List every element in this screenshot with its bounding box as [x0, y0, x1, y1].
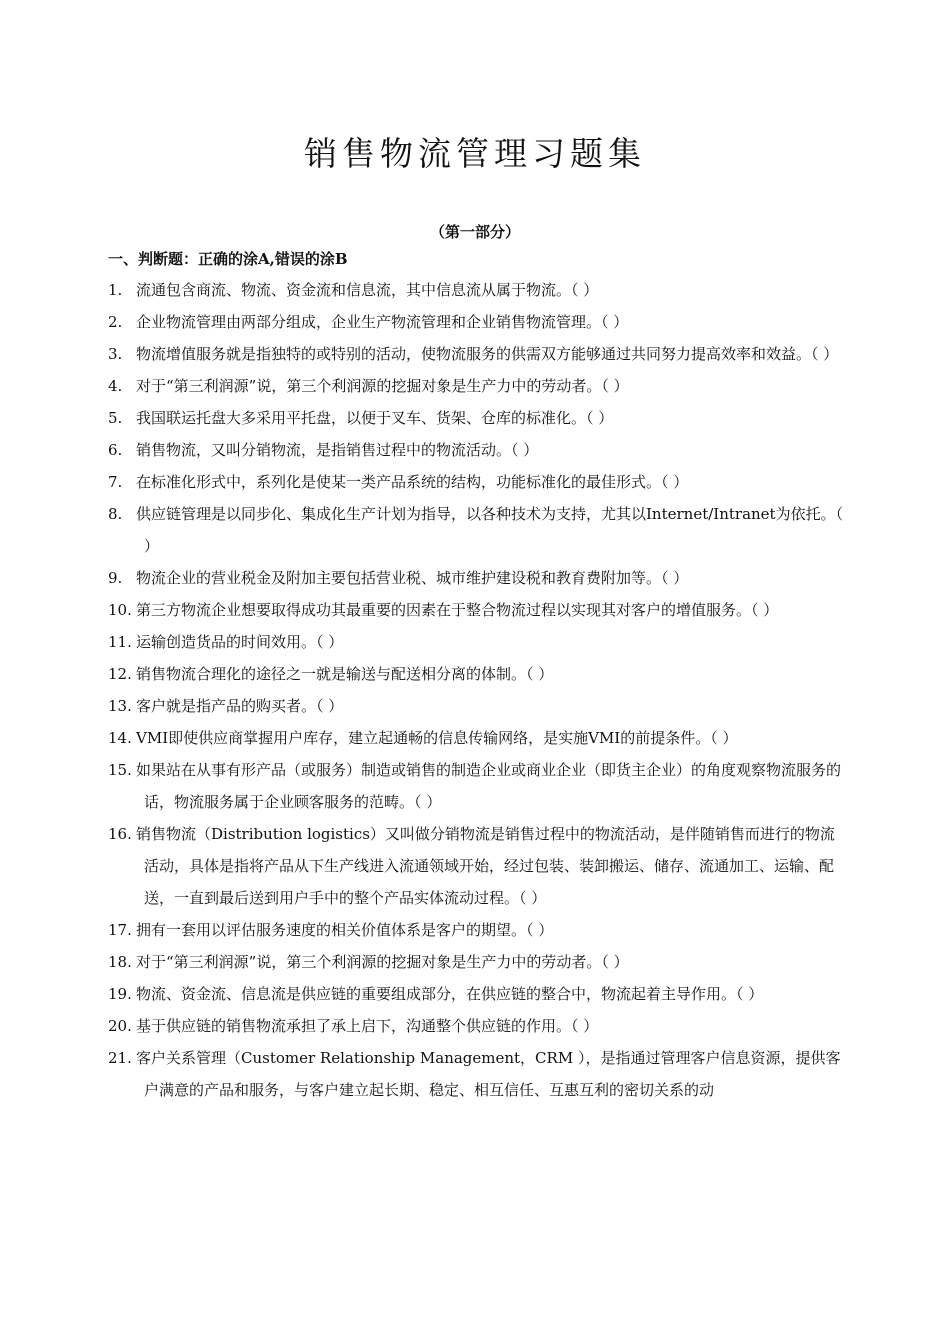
question-text: 客户关系管理（Customer Relationship Management，CRM ），是指通过管理客户信息资源，提供客户满意的产品和服务，与客户建立起长期、稳定、相互信任、互惠互利的密切关系的动	[136, 1049, 841, 1099]
question-text: 在标准化形式中，系列化是使某一类产品系统的结构，功能标准化的最佳形式。（ ）	[136, 473, 689, 491]
question-text: 我国联运托盘大多采用平托盘，以便于叉车、货架、仓库的标准化。（ ）	[136, 409, 614, 427]
question-number: 3.	[108, 345, 123, 363]
question-number: 20.	[108, 1017, 132, 1035]
question-item	[108, 754, 844, 818]
question-item	[108, 466, 844, 498]
question-text: 流通包含商流、物流、资金流和信息流，其中信息流从属于物流。（ ）	[136, 281, 599, 299]
question-number: 5.	[108, 409, 123, 427]
question-text: 第三方物流企业想要取得成功其最重要的因素在于整合物流过程以实现其对客户的增值服务。（ ）	[136, 601, 779, 619]
question-item	[108, 274, 844, 306]
question-item	[108, 946, 844, 978]
question-item	[108, 594, 844, 626]
question-number: 7.	[108, 473, 123, 491]
document-title: 销售物流管理习题集	[304, 134, 646, 173]
part-label: （第一部分）	[429, 223, 520, 241]
question-number: 18.	[108, 953, 132, 971]
question-number: 6.	[108, 441, 123, 459]
question-item	[108, 306, 844, 338]
question-item	[108, 626, 844, 658]
question-text: 运输创造货品的时间效用。（ ）	[136, 633, 344, 651]
question-item	[108, 338, 844, 370]
question-number: 12.	[108, 665, 132, 683]
question-list	[108, 274, 844, 1106]
question-number: 15.	[108, 761, 132, 779]
question-text: 客户就是指产品的购买者。（ ）	[136, 697, 344, 715]
question-number: 8.	[108, 505, 123, 523]
question-text: 供应链管理是以同步化、集成化生产计划为指导，以各种技术为支持，尤其以Internet/Intranet为依托。（ ）	[136, 505, 844, 555]
question-item	[108, 434, 844, 466]
question-text: 企业物流管理由两部分组成，企业生产物流管理和企业销售物流管理。（ ）	[136, 313, 629, 331]
question-number: 16.	[108, 825, 132, 843]
question-item	[108, 722, 844, 754]
question-text: 拥有一套用以评估服务速度的相关价值体系是客户的期望。（ ）	[136, 921, 554, 939]
question-number: 14.	[108, 729, 132, 747]
question-item	[108, 498, 844, 562]
question-text: 物流增值服务就是指独特的或特别的活动，使物流服务的供需双方能够通过共同努力提高效率和效益。（ ）	[136, 345, 839, 363]
question-number: 17.	[108, 921, 132, 939]
question-number: 1.	[108, 281, 123, 299]
question-number: 2.	[108, 313, 123, 331]
question-text: 对于“第三利润源”说，第三个利润源的挖掘对象是生产力中的劳动者。（ ）	[136, 953, 629, 971]
question-number: 10.	[108, 601, 132, 619]
question-number: 9.	[108, 569, 123, 587]
question-number: 11.	[108, 633, 132, 651]
question-text: 销售物流（Distribution logistics）又叫做分销物流是销售过程中的物流活动，是伴随销售而进行的物流活动，具体是指将产品从下生产线进入流通领域开始，经过包装、装卸搬运、储存、流通加工、运输、配送，一直到最后送到用户手中的整个产品实体流动过程。（ ）	[136, 825, 835, 907]
question-item	[108, 1010, 844, 1042]
question-number: 4.	[108, 377, 123, 395]
question-text: 销售物流，又叫分销物流，是指销售过程中的物流活动。（ ）	[136, 441, 539, 459]
question-item	[108, 690, 844, 722]
question-number: 13.	[108, 697, 132, 715]
question-item	[108, 370, 844, 402]
question-text: 基于供应链的销售物流承担了承上启下，沟通整个供应链的作用。（ ）	[136, 1017, 599, 1035]
question-item	[108, 914, 844, 946]
question-item	[108, 402, 844, 434]
question-text: 物流企业的营业税金及附加主要包括营业税、城市维护建设税和教育费附加等。（ ）	[136, 569, 689, 587]
question-text: 对于“第三利润源”说，第三个利润源的挖掘对象是生产力中的劳动者。（ ）	[136, 377, 629, 395]
question-text: 如果站在从事有形产品（或服务）制造或销售的制造企业或商业企业（即货主企业）的角度观察物流服务的话，物流服务属于企业顾客服务的范畴。（ ）	[136, 761, 842, 811]
question-item	[108, 562, 844, 594]
question-number: 21.	[108, 1049, 132, 1067]
question-item	[108, 658, 844, 690]
question-text: VMI即使供应商掌握用户库存，建立起通畅的信息传输网络，是实施VMI的前提条件。（ ）	[136, 729, 738, 747]
question-number: 19.	[108, 985, 132, 1003]
question-text: 物流、资金流、信息流是供应链的重要组成部分，在供应链的整合中，物流起着主导作用。（ ）	[136, 985, 764, 1003]
question-item	[108, 978, 844, 1010]
section-heading: 一、判断题：正确的涂A,错误的涂B	[108, 250, 348, 268]
question-text: 销售物流合理化的途径之一就是输送与配送相分离的体制。（ ）	[136, 665, 554, 683]
question-item	[108, 818, 844, 914]
question-item	[108, 1042, 844, 1106]
